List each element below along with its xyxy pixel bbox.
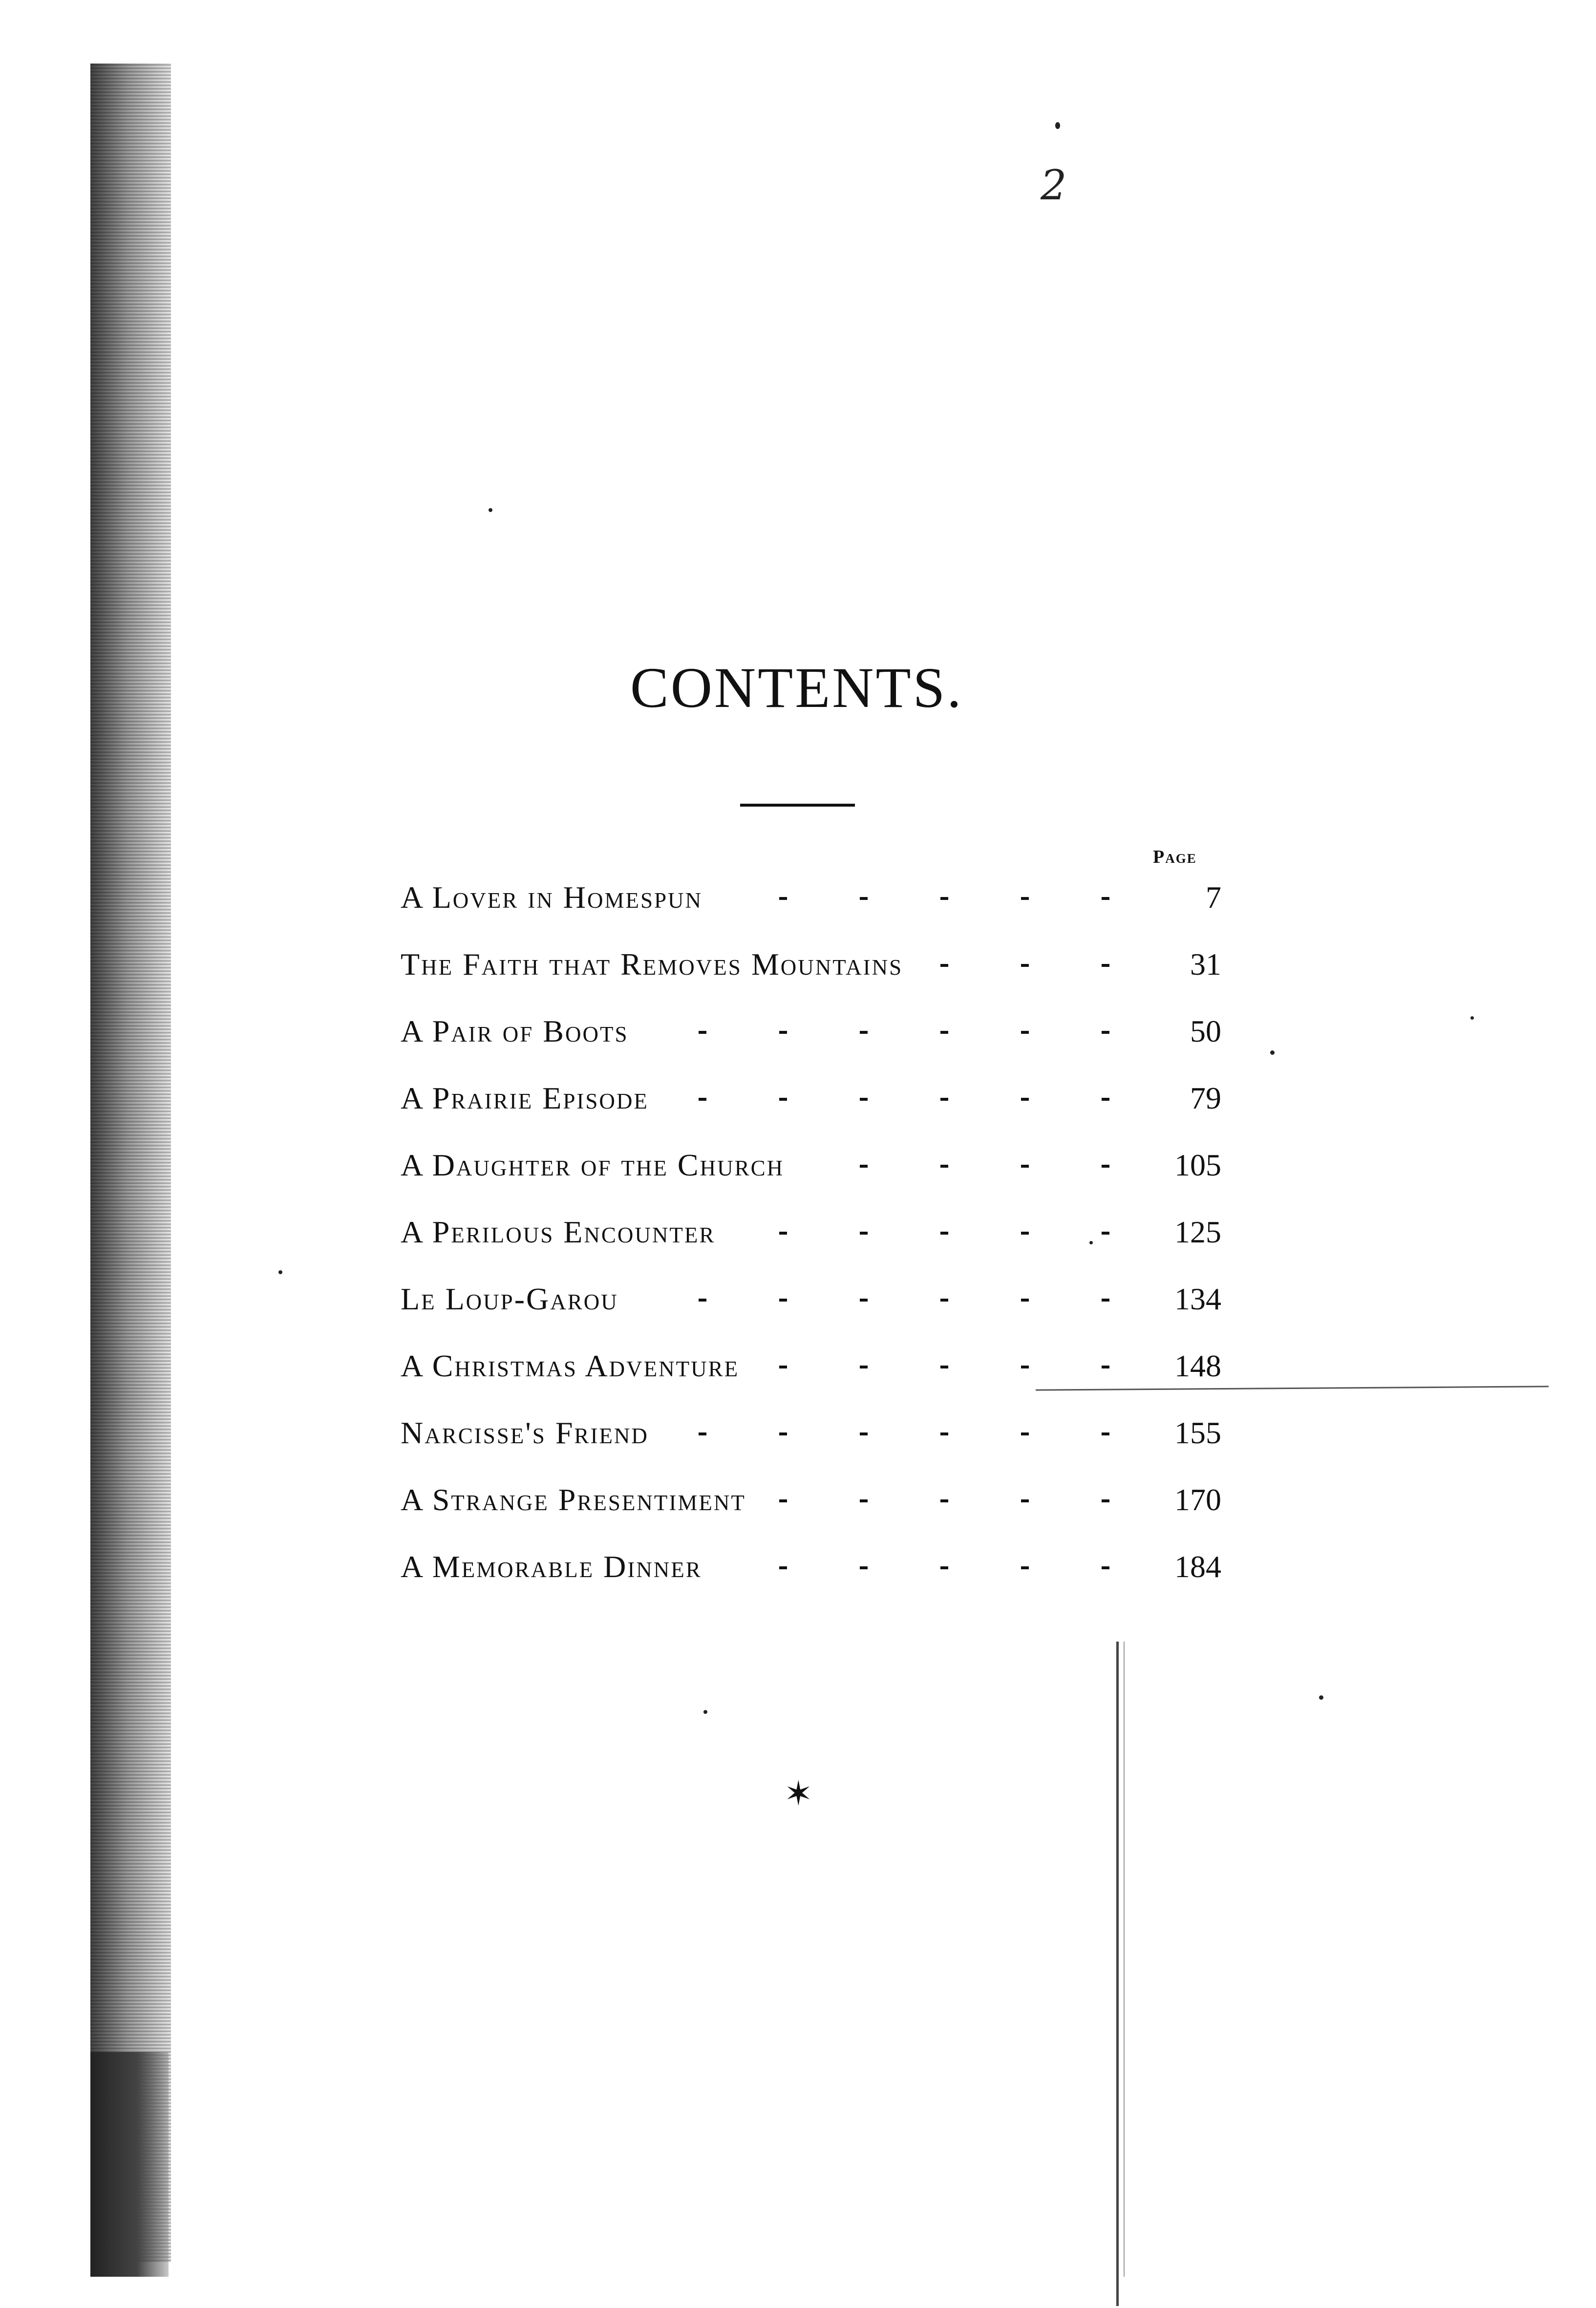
toc-entry-page: 79 (1190, 1081, 1221, 1115)
leader-dash (779, 1566, 787, 1569)
leader-dash (1021, 1432, 1029, 1435)
toc-entry (0, 1013, 1596, 1067)
toc-entry-page: 31 (1190, 947, 1221, 982)
leader-dash (1102, 1031, 1109, 1034)
leader-dash (1021, 964, 1029, 967)
leader-dash (1102, 1432, 1109, 1435)
toc-entry (0, 1147, 1596, 1201)
leader-dash (779, 1232, 787, 1235)
toc-entry (0, 879, 1596, 933)
leader-dash (860, 1031, 868, 1034)
leader-dash (940, 1566, 948, 1569)
toc-entry-title: A Memorable Dinner (401, 1549, 702, 1584)
toc-leader (0, 1432, 1596, 1438)
toc-entry-title: The Faith that Removes Mountains (401, 947, 903, 982)
leader-dash (1102, 1232, 1109, 1235)
leader-dash (1021, 1232, 1029, 1235)
leader-dash (860, 897, 868, 900)
toc-entry-page: 50 (1190, 1014, 1221, 1048)
toc-leader (0, 1165, 1596, 1171)
leader-dash (1102, 1366, 1109, 1368)
leader-dash (1021, 1098, 1029, 1101)
toc-entry-title: Le Loup-Garou (401, 1282, 618, 1316)
leader-dash (699, 1299, 706, 1302)
leader-dash (779, 1366, 787, 1368)
leader-dash (860, 1299, 868, 1302)
scan-speck (1089, 1241, 1093, 1244)
handwritten-folio-mark: 2 (1041, 161, 1067, 209)
ink-blot-icon: ✶ (784, 1775, 813, 1813)
leader-dash (1102, 1098, 1109, 1101)
toc-entry (0, 1348, 1596, 1402)
leader-dash (1102, 897, 1109, 900)
leader-dash (940, 1165, 948, 1168)
toc-entry-title: A Lover in Homespun (401, 880, 703, 915)
leader-dash (940, 964, 948, 967)
leader-dash (1021, 1299, 1029, 1302)
scan-speck (1319, 1695, 1323, 1700)
toc-entry (0, 1214, 1596, 1268)
leader-dash (860, 1232, 868, 1235)
toc-entry-page: 148 (1174, 1348, 1221, 1383)
toc-entry-title: Narcisse's Friend (401, 1415, 649, 1450)
leader-dash (940, 1232, 948, 1235)
toc-leader (0, 1098, 1596, 1104)
toc-entry-page: 170 (1174, 1482, 1221, 1517)
scan-speck (1470, 1016, 1474, 1020)
toc-entry-page: 184 (1174, 1549, 1221, 1584)
leader-dash (860, 1165, 868, 1168)
leader-dash (940, 1432, 948, 1435)
toc-entry-page: 155 (1174, 1415, 1221, 1450)
leader-dash (860, 1499, 868, 1502)
leader-dash (860, 1566, 868, 1569)
leader-dash (699, 1031, 706, 1034)
toc-leader (0, 897, 1596, 903)
leader-dash (940, 1299, 948, 1302)
toc-entry (0, 1281, 1596, 1335)
leader-dash (779, 1031, 787, 1034)
leader-dash (940, 1098, 948, 1101)
toc-leader (0, 1232, 1596, 1238)
leader-dash (1102, 1499, 1109, 1502)
leader-dash (779, 1432, 787, 1435)
toc-leader (0, 1299, 1596, 1304)
toc-entry-title: A Prairie Episode (401, 1081, 649, 1115)
leader-dash (1021, 1566, 1029, 1569)
toc-entry (0, 1415, 1596, 1469)
leader-dash (779, 1098, 787, 1101)
toc-entry (0, 1080, 1596, 1134)
toc-entry-title: A Daughter of the Church (401, 1148, 785, 1182)
toc-entry-page: 7 (1206, 880, 1221, 915)
toc-entry-title: A Pair of Boots (401, 1014, 629, 1048)
leader-dash (1021, 1366, 1029, 1368)
toc-leader (0, 1031, 1596, 1037)
toc-entry-title: A Perilous Encounter (401, 1215, 716, 1249)
scan-speck (703, 1710, 707, 1714)
leader-dash (860, 1366, 868, 1368)
leader-dash (699, 1432, 706, 1435)
page-title: CONTENTS. (630, 656, 963, 720)
leader-dash (1021, 1165, 1029, 1168)
leader-dash (1021, 1031, 1029, 1034)
leader-dash (1021, 897, 1029, 900)
leader-dash (1102, 1566, 1109, 1569)
leader-dash (779, 1299, 787, 1302)
leader-dash (1102, 964, 1109, 967)
toc-entry-page: 134 (1174, 1282, 1221, 1316)
toc-entry (0, 1482, 1596, 1536)
toc-entry-page: 105 (1174, 1148, 1221, 1182)
leader-dash (940, 1499, 948, 1502)
scan-speck (489, 508, 492, 512)
leader-dash (1102, 1299, 1109, 1302)
leader-dash (779, 897, 787, 900)
leader-dash (1102, 1165, 1109, 1168)
toc-entry (0, 1549, 1596, 1603)
page-column-heading: Page (1153, 847, 1197, 867)
toc-leader (0, 1366, 1596, 1371)
toc-entry-title: A Strange Presentiment (401, 1482, 746, 1517)
scan-speck (278, 1270, 282, 1274)
toc-leader (0, 1499, 1596, 1505)
leader-dash (860, 1432, 868, 1435)
toc-entry-page: 125 (1174, 1215, 1221, 1249)
scan-speck (1270, 1050, 1275, 1055)
leader-dash (699, 1098, 706, 1101)
toc-leader (0, 1566, 1596, 1572)
leader-dash (940, 1366, 948, 1368)
toc-entry (0, 946, 1596, 1000)
leader-dash (779, 1499, 787, 1502)
leader-dash (940, 897, 948, 900)
scan-speck (1055, 122, 1060, 129)
toc-leader (0, 964, 1596, 970)
leader-dash (860, 1098, 868, 1101)
leader-dash (940, 1031, 948, 1034)
toc-entry-title: A Christmas Adventure (401, 1348, 740, 1383)
leader-dash (1021, 1499, 1029, 1502)
